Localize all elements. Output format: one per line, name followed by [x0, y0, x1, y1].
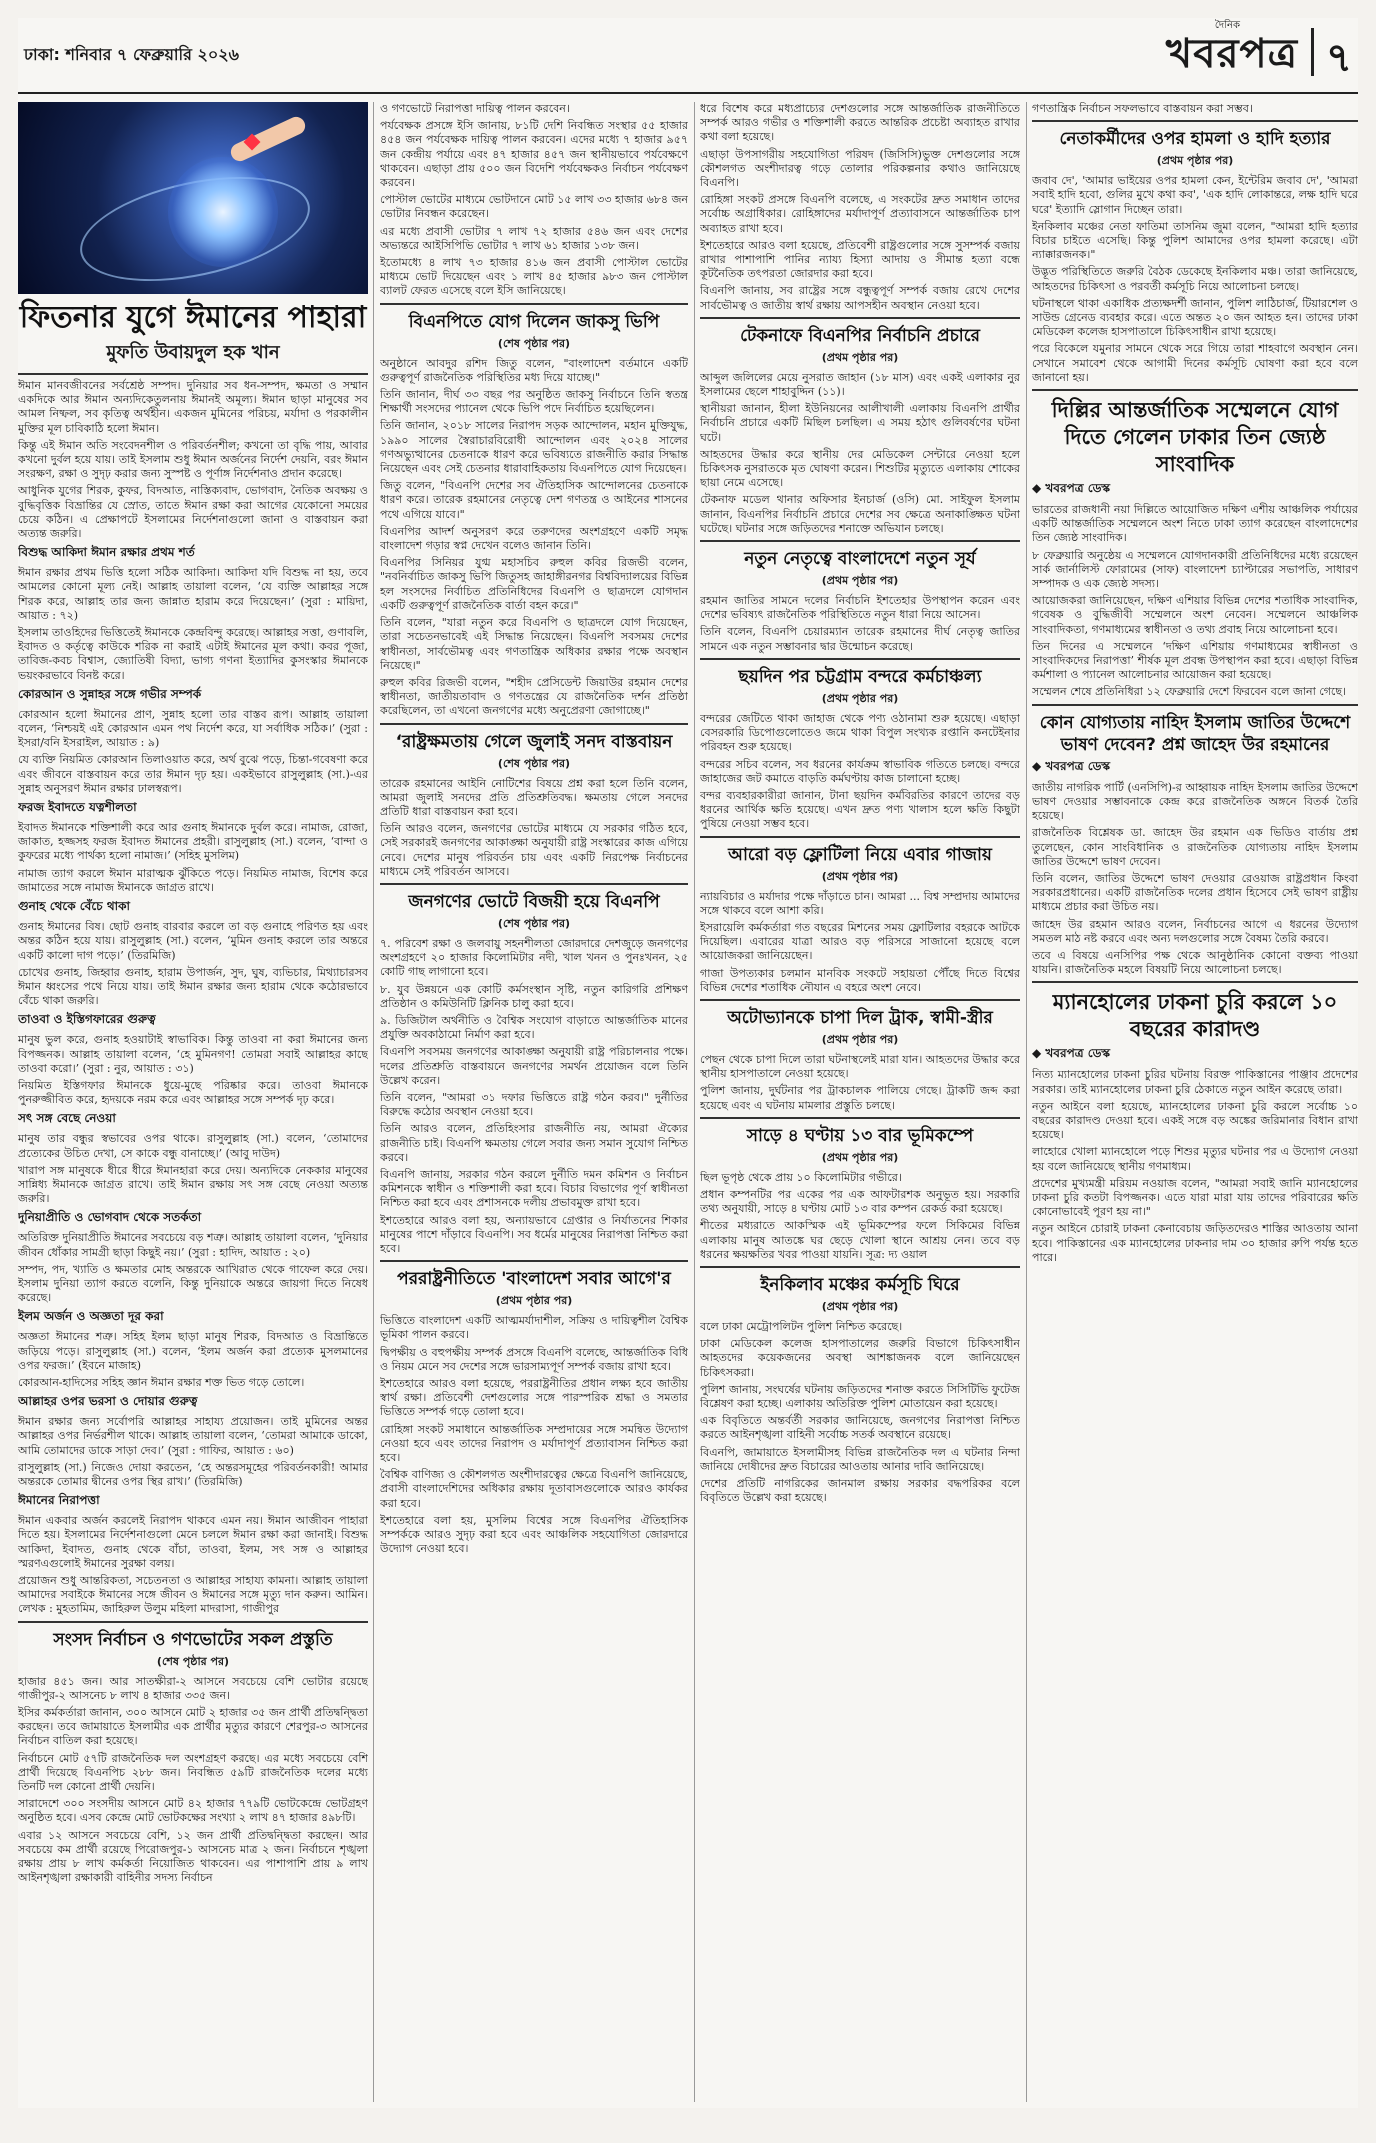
paragraph: ধরে বিশেষ করে মধ্যপ্রাচ্যের দেশগুলোর সঙ্গে আন্তর্জাতিক রাজনীতিতে সম্পর্ক আরও গভীর ও শক্তিশালী করতে আন্তরিক প্রচেষ্টা অব্যাহত রাখার কথা বলা হয়েছে।	[700, 102, 1020, 144]
logo-tagline: দৈনিক	[1214, 20, 1240, 31]
byline-desk: ◆ খবরপত্র ডেস্ক	[1032, 1046, 1111, 1061]
paragraph: গণতান্ত্রিক নির্বাচন সফলভাবে বাস্তবায়ন করা সম্ভব।	[1032, 102, 1253, 115]
paragraph: পুলিশ জানায়, দুর্ঘটনার পর ট্রাকচালক পালিয়ে গেছে। ট্রাকটি জব্দ করা হয়েছে এবং এ ঘটনায় মামলার প্রস্তুতি চলছে।	[700, 1084, 1020, 1112]
paragraph: ভারতের রাজধানী নয়া দিল্লিতে আয়োজিত দক্ষিণ এশীয় আঞ্চলিক পর্যায়ের একটি আন্তর্জাতিক সম্মেলনে অংশ নিতে ঢাকা ত্যাগ করেছেন বাংলাদেশের তিন জ্যেষ্ঠ সাংবাদিক।	[1032, 503, 1358, 545]
paragraph: ইবাদত ঈমানকে শক্তিশালী করে আর গুনাহ ঈমানকে দুর্বল করে। নামাজ, রোজা, জাকাত, হজ্জসহ ফরজ ইবাদত ঈমানের প্রহরী। রাসুলুল্লাহ (সা.) বলেন, ‘বান্দা ও কুফরের মধ্যে পার্থক্য হলো নামাজ।’ (সহিহ মুসলিম)	[18, 821, 368, 863]
paragraph: পোস্টাল ভোটের মাধ্যমে ভোটদানে মোট ১৫ লাখ ৩৩ হাজার ৬৮৪ জন ভোটার নিবন্ধন করেছেন।	[380, 193, 688, 221]
paragraph: বলে ঢাকা মেট্রোপলিটন পুলিশ নিশ্চিত করেছে।	[700, 1319, 903, 1333]
paragraph: পেছন থেকে চাপা দিলে তারা ঘটনাস্থলেই মারা যান। আহতদের উদ্ধার করে স্থানীয় হাসপাতালে নেওয়া হয়েছে।	[700, 1052, 1020, 1081]
paragraph: তিন দিনের এ সম্মেলনে ‘দক্ষিণ এশিয়ায় গণমাধ্যমের স্বাধীনতা ও সাংবাদিকদের নিরাপত্তা’ শীর্ষক মূল প্রবন্ধ উপস্থাপন করা হবে। এছাড়া বিভিন্ন কর্মশালা ও প্যানেল আলোচনার আয়োজন করা হয়েছে।	[1032, 639, 1358, 682]
jump-line: (শেষ পৃষ্ঠার পর)	[497, 756, 571, 770]
column-rule	[373, 102, 374, 2102]
headline-july-charter: ‘রাষ্ট্রক্ষমতায় গেলে জুলাই সনদ বাস্তবায়ন	[395, 731, 673, 752]
paragraph: পুলিশ জানায়, সংঘর্ষের ঘটনায় জড়িতদের শনাক্ত করতে সিসিটিভি ফুটেজ বিশ্লেষণ করা হচ্ছে। এলাকায় অতিরিক্ত পুলিশ মোতায়েন করা হয়েছে।	[700, 1382, 1020, 1410]
paragraph: ঈমান মানবজীবনের সর্বশ্রেষ্ঠ সম্পদ। দুনিয়ার সব ধন-সম্পদ, ক্ষমতা ও সম্মান একদিকে আর ঈমান অন্যদিকেতুলনায় ঈমানই অমূল্য। ঈমান ছাড়া মানুষের সব আমল নিষ্ফল, সব কৃতিত্ব অর্থহীন। একজন মুমিনের পরিচয়, মর্যাদা ও পরকালীন মুক্তির মূল চাবিকাঠি হলো ঈমান।	[18, 379, 368, 435]
section-title: গুনাহ থেকে বেঁচে থাকা	[18, 899, 130, 914]
paragraph: কোরআন হলো ঈমানের প্রাণ, সুন্নাহ হলো তার বাস্তব রূপ। আল্লাহ তায়ালা বলেন, ‘নিশ্চয়ই এই কোরআন এমন পথ নির্দেশ করে, যা সর্বাধিক সঠিক।’ (সুরা : ইসরা/বনি ইসরাইল, আয়াত : ৯)	[18, 707, 368, 750]
divider	[700, 1266, 1020, 1268]
paragraph: উদ্ভূত পরিস্থিতিতে জরুরি বৈঠক ডেকেছে ইনকিলাব মঞ্চ। তারা জানিয়েছে, আহতদের চিকিৎসা ও পরবর্তী কর্মসূচি নিয়ে আলোচনা চলছে।	[1032, 265, 1358, 293]
paragraph: নামাজ ত্যাগ করলে ঈমান মারাত্মক ঝুঁকিতে পড়ে। নিয়মিত নামাজ, বিশেষ করে জামাতের সঙ্গে নামাজ ঈমানকে জাগ্রত রাখে।	[18, 866, 368, 894]
headline-jaksu-vp: বিএনপিতে যোগ দিলেন জাকসু ভিপি	[408, 311, 660, 332]
divider	[700, 658, 1020, 660]
paragraph: বন্দরের জেটিতে থাকা জাহাজ থেকে পণ্য ওঠানামা শুরু হয়েছে। এছাড়া বেসরকারি ডিপোগুলোতেও জমে থাকা বিপুল সংখ্যক রপ্তানি কনটেইনার পরিবহন শুরু হয়েছে।	[700, 711, 1020, 754]
headline-teknaf: টেকনাফে বিএনপির নির্বাচনি প্রচারে	[740, 325, 980, 346]
paragraph: ইসলাম তাওহিদের ভিত্তিতেই ঈমানকে কেন্দ্রবিন্দু করেছে। আল্লাহর সত্তা, গুণাবলি, ইবাদত ও কর্তৃত্বে কাউকে শরিক না করাই এটাই ঈমানের মূল কথা। কবর পূজা, তাবিজ-কবচ বিশ্বাস, জ্যোতিষী বিদ্যা, ভাগ্য গণনা ইত্যাদির কুসংস্কার ঈমানকে ভয়ংকরভাবে বিনষ্ট করে।	[18, 626, 368, 682]
column-4	[1032, 102, 1358, 2102]
headline-ctg-port: ছয়দিন পর চট্টগ্রাম বন্দরে কর্মচাঞ্চল্য	[738, 666, 982, 687]
divider	[18, 373, 368, 375]
divider	[380, 883, 688, 885]
divider	[380, 303, 688, 305]
section-title: বিশুদ্ধ আকিদা ঈমান রক্ষার প্রথম শর্ত	[18, 545, 195, 560]
column-rule	[1026, 102, 1027, 2102]
paragraph: তিনি জানান, দীর্ঘ ৩৩ বছর পর অনুষ্ঠিত জাকসু নির্বাচনে তিনি স্বতন্ত্র শিক্ষার্থী সংসদের প্যানেল থেকে ভিপি পদে নির্বাচিত হয়েছিলেন।	[380, 388, 688, 416]
paragraph: নির্বাচনে মোট ৫৭টি রাজনৈতিক দল অংশগ্রহণ করছে। এর মধ্যে সবচেয়ে বেশি প্রার্থী দিয়েছে বিএনপিচ ২৮৮ জন। নিবন্ধিত ৫৯টি রাজনৈতিক দলের মধ্যে তিনটি দল কোনো প্রার্থী দেয়নি।	[18, 1751, 368, 1794]
paragraph: রহমান জাতির সামনে দলের নির্বাচনি ইশতেহার উপস্থাপন করেন এবং দেশের ভবিষ্যৎ রাজনৈতিক পরিস্থিতিতে নতুন ধারা নিয়ে আসেন।	[700, 594, 1020, 622]
section-title: আল্লাহর ওপর ভরসা ও দোয়ার গুরুত্ব	[18, 1394, 198, 1409]
headline-earthquake: সাড়ে ৪ ঘণ্টায় ১৩ বার ভূমিকম্পে	[746, 1125, 974, 1146]
paragraph: এর মধ্যে প্রবাসী ভোটার ৭ লাখ ৭২ হাজার ৫৪৬ জন এবং দেশের অভ্যন্তরে আইসিপিভি ভোটার ৭ লাখ ৬১ হাজার ১৩৮ জন।	[380, 224, 688, 252]
divider	[1032, 120, 1358, 122]
paragraph: ইতোমধ্যে ৪ লাখ ৭৩ হাজার ৪১৬ জন প্রবাসী পোস্টাল ভোটের মাধ্যমে ভোট দিয়েছেন এবং ১ লাখ ৪৫ হাজার ৯৮৩ জন পোস্টাল ব্যালট ফেরত এসেছে বলে ইসি জানিয়েছে।	[380, 256, 688, 298]
paragraph: তবে এ বিষয়ে এনসিপির পক্ষ থেকে আনুষ্ঠানিক কোনো বক্তব্য পাওয়া যায়নি। রাজনৈতিক মহলে বিষয়টি নিয়ে আলোচনা চলছে।	[1032, 948, 1358, 977]
paragraph: জাতীয় নাগরিক পার্টি (এনসিপি)-র আহ্বায়ক নাহিদ ইসলাম জাতির উদ্দেশে ভাষণ দেওয়ার সম্ভাবনাকে কেন্দ্র করে রাজনৈতিক অঙ্গনে বিতর্ক তৈরি হয়েছে।	[1032, 780, 1358, 823]
paragraph: ইশতেহারে আরও বলা হয়, অন্যায়ভাবে গ্রেপ্তার ও নির্যাতনের শিকার মানুষের পাশে দাঁড়াবে বিএনপি। সব ধর্মের মানুষের নিরাপত্তা নিশ্চিত করা হবে।	[380, 1213, 688, 1255]
headline-attack-hadi: নেতাকর্মীদের ওপর হামলা ও হাদি হত্যার	[1059, 129, 1331, 150]
column-rule	[694, 102, 695, 2102]
headline-bnp-victory: জনগণের ভোটে বিজয়ী হয়ে বিএনপি	[408, 891, 660, 912]
headline-nahid-speech: কোন যোগ্যতায় নাহিদ ইসলাম জাতির উদ্দেশে ভাষণ দেবেন? প্রশ্ন জাহেদ উর রহমানের	[1039, 712, 1351, 755]
divider	[1032, 981, 1358, 983]
paragraph: তিনি জানান, ২০১৮ সালের নিরাপদ সড়ক আন্দোলন, মহান মুক্তিযুদ্ধ, ১৯৯০ সালের স্বৈরাচারবিরোধী আন্দোলন এবং ২০২৪ সালের গণঅভ্যুত্থানের চেতনাকে ধারণ করে ভবিষ্যতে রাজনীতি করার সিদ্ধান্ত নিয়েছেন এবং সেই চেতনার ধারাবাহিকতায় বিএনপিতে যোগ দিয়েছেন।	[380, 419, 688, 476]
paragraph: অতিরিক্ত দুনিয়াপ্রীতি ঈমানের সবচেয়ে বড় শত্রু। আল্লাহ তায়ালা বলেন, ‘দুনিয়ার জীবন ধোঁকার সামগ্রী ছাড়া কিছুই নয়।’ (সুরা : হাদিদ, আয়াত : ২০)	[18, 1231, 368, 1259]
paragraph: প্রয়োজন শুধু আন্তরিকতা, সচেতনতা ও আল্লাহর সাহায্য কামনা। আল্লাহ তায়ালা আমাদের সবাইকে ঈমানের সঙ্গে জীবন ও ঈমানের সঙ্গে মৃত্যু দান করুন। আমিন। লেখক : মুহতামিম, জাহিরুল উলুম মহিলা মাদরাসা, গাজীপুর	[18, 1574, 368, 1616]
paragraph: ইশতেহারে বলা হয়, মুসলিম বিশ্বের সঙ্গে বিএনপির ঐতিহাসিক সম্পর্ককে আরও সুদৃঢ় করা হবে এবং আঞ্চলিক সহযোগিতা জোরদারে উদ্যোগ নেওয়া হবে।	[380, 1513, 688, 1556]
paragraph: গাজা উপত্যকার চলমান মানবিক সংকটে সহায়তা পৌঁছে দিতে বিশ্বের বিভিন্ন দেশের শতাধিক নৌযান এ বহরে অংশ নেবে।	[700, 966, 1020, 994]
paragraph: তারেক রহমানের আইনি নোটিশের বিষয়ে প্রশ্ন করা হলে তিনি বলেন, আমরা জুলাই সনদের প্রতি প্রতিশ্রুতিবদ্ধ। ক্ষমতায় গেলে সনদের প্রতিটি ধারা বাস্তবায়ন করা হবে।	[380, 776, 688, 818]
paragraph: দেশের প্রতিটি নাগরিকের জানমাল রক্ষায় সরকার বদ্ধপরিকর বলে বিবৃতিতে উল্লেখ করা হয়েছে।	[700, 1477, 1020, 1505]
jump-line: (প্রথম পৃষ্ঠার পর)	[495, 1294, 573, 1308]
section-title: ইলম অর্জন ও অজ্ঞতা দূর করা	[18, 1309, 164, 1324]
paragraph: ঘটনাস্থলে থাকা একাধিক প্রত্যক্ষদর্শী জানান, পুলিশ লাঠিচার্জ, টিয়ারশেল ও সাউন্ড গ্রেনেড ব্যবহার করে। এতে অন্তত ২০ জন আহত হন। তাদের ঢাকা মেডিকেল কলেজ হাসপাতালে চিকিৎসাধীন রাখা হয়েছে।	[1032, 296, 1358, 339]
paragraph: জাহেদ উর রহমান আরও বলেন, নির্বাচনের আগে এ ধরনের উদ্যোগ সমতল মাঠ নষ্ট করবে এবং অন্য দলগুলোর সঙ্গে বৈষম্য তৈরি করবে।	[1032, 917, 1358, 945]
paragraph: নিত্য ম্যানহোলের ঢাকনা চুরির ঘটনায় বিরক্ত পাকিস্তানের পাঞ্জাব প্রদেশের সরকার। তাই ম্যানহোলের ঢাকনা চুরি ঠেকাতে নতুন আইন করেছে তারা।	[1032, 1068, 1358, 1096]
paragraph: মানুষ তার বন্ধুর স্বভাবের ওপর থাকে। রাসুলুল্লাহ (সা.) বলেন, ‘তোমাদের প্রত্যেকের উচিত দেখা, সে কাকে বন্ধু বানাচ্ছে।’ (আবু দাউদ)	[18, 1132, 368, 1160]
divider	[380, 1260, 688, 1262]
divider	[700, 836, 1020, 838]
jump-line: (প্রথম পৃষ্ঠার পর)	[821, 869, 899, 883]
paragraph: তিনি বলেন, বিএনপি চেয়ারম্যান তারেক রহমানের দীর্ঘ নেতৃত্ব জাতির সামনে এক নতুন সম্ভাবনার দ্বার উন্মোচন করেছে।	[700, 625, 1020, 653]
paragraph: নতুন আইনে চোরাই ঢাকনা কেনাবেচায় জড়িতদেরও শাস্তির আওতায় আনা হবে। পাকিস্তানের এক ম্যানহোলের ঢাকনার দাম ৩০ হাজার রুপি পর্যন্ত হতে পারে।	[1032, 1222, 1358, 1264]
paragraph: এছাড়া উপসাগরীয় সহযোগিতা পরিষদ (জিসিসি)ভুক্ত দেশগুলোর সঙ্গে কৌশলগত অংশীদারত্ব গড়ে তোলার পরিকল্পনার কথাও জানিয়েছে বিএনপি।	[700, 147, 1020, 190]
section-title: ঈমানের নিরাপত্তা	[18, 1493, 100, 1508]
headline-foreign-policy: পররাষ্ট্রনীতিতে 'বাংলাদেশ সবার আগে'র	[397, 1269, 671, 1290]
paragraph: ছিল ভূপৃষ্ঠ থেকে প্রায় ১০ কিলোমিটার গভীরে।	[700, 1170, 902, 1184]
paragraph: ইসরায়েলি কর্মকর্তারা গত বছরের মিশনের সময় ফ্লোটিলার বহরকে আটকে দিয়েছিল। এবারের যাত্রা আরও বড় পরিসরে সাজানো হয়েছে বলে আয়োজকরা জানিয়েছেন।	[700, 920, 1020, 963]
paragraph: নতুন আইনে বলা হয়েছে, ম্যানহোলের ঢাকনা চুরি করলে সর্বোচ্চ ১০ বছরের কারাদণ্ড দেওয়া হবে। একই সঙ্গে বড় অঙ্কের জরিমানার বিধান রাখা হয়েছে।	[1032, 1099, 1358, 1142]
paragraph: ৮. যুব উন্নয়নে এক কোটি কর্মসংস্থান সৃষ্টি, নতুন কারিগরি প্রশিক্ষণ প্রতিষ্ঠান ও কমিউনিটি ক্লিনিক চালু করা হবে।	[380, 982, 688, 1010]
paragraph: ন্যায়বিচার ও মর্যাদার পক্ষে দাঁড়াতে চান। আমরা ... বিশ্ব সম্প্রদায় আমাদের সঙ্গে থাকবে বলে আশা করি।	[700, 889, 1020, 917]
paragraph: ৮ ফেব্রুয়ারি অনুষ্ঠেয় এ সম্মেলনে যোগদানকারী প্রতিনিধিদের মধ্যে রয়েছেন সার্ক জার্নালিস্ট ফোরামের (সাফ) বাংলাদেশ চ্যাপ্টারের সভাপতি, সাধারণ সম্পাদক ও এক জ্যেষ্ঠ সদস্য।	[1032, 548, 1358, 591]
paragraph: ৭. পরিবেশ রক্ষা ও জলবায়ু সহনশীলতা জোরদারে দেশজুড়ে জনগণের অংশগ্রহণে ২০ হাজার কিলোমিটার নদী, খাল খনন ও পুনঃখনন, ২৫ কোটি গাছ লাগানো হবে।	[380, 936, 688, 979]
paragraph: চোখের গুনাহ, জিহ্বার গুনাহ, হারাম উপার্জন, সুদ, ঘুষ, ব্যভিচার, মিথ্যাচারসব ঈমান ধ্বংসের পথে নিয়ে যায়। তাই ঈমান রক্ষার জন্য হারাম থেকে কঠোরভাবে বেঁচে থাকা জরুরি।	[18, 965, 368, 1008]
paragraph: ৯. ডিজিটাল অর্থনীতি ও বৈশ্বিক সংযোগ বাড়াতে আন্তর্জাতিক মানের প্রযুক্তি অবকাঠামো নির্মাণ করা হবে।	[380, 1013, 688, 1042]
newspaper-logo: খবরপত্র	[1165, 31, 1298, 77]
paragraph: বন্দরের সচিব বলেন, সব ধরনের কার্যক্রম স্বাভাবিক গতিতে চলছে। বন্দরে জাহাজের জট কমাতে বাড়তি কর্মঘণ্টায় কাজ চালানো হচ্ছে।	[700, 757, 1020, 785]
section-title: কোরআন ও সুন্নাহর সঙ্গে গভীর সম্পর্ক	[18, 686, 202, 701]
headline-new-sun: নতুন নেতৃত্বে বাংলাদেশে নতুন সূর্য	[744, 549, 976, 570]
divider	[700, 540, 1020, 542]
edition-date: ঢাকা: শনিবার ৭ ফেব্রুয়ারি ২০২৬	[24, 45, 240, 64]
paragraph: আব্দুল জলিলের মেয়ে নুসরাত জাহান (১৮ মাস) এবং একই এলাকার নুর ইসলামের ছেলে শাহাবুদ্দিন (১১)।	[700, 370, 1020, 399]
paragraph: দ্বিপক্ষীয় ও বহুপক্ষীয় সম্পর্ক প্রসঙ্গে বিএনপি বলেছে, আন্তর্জাতিক বিধি ও নিয়ম মেনে সব দেশের সঙ্গে ভারসাম্যপূর্ণ সম্পর্ক বজায় রাখা হবে।	[380, 1345, 688, 1373]
paragraph: অনুষ্ঠানে আবদুর রশিদ জিতু বলেন, "বাংলাদেশ বর্তমানে একটি গুরুত্বপূর্ণ রাজনৈতিক পরিস্থিতির মধ্য দিয়ে যাচ্ছে।"	[380, 356, 688, 384]
headline-flotilla: আরো বড় ফ্লোটিলা নিয়ে এবার গাজায়	[728, 844, 992, 865]
paragraph: টেকনাফ মডেল থানার অফিসার ইনচার্জ (ওসি) মো. সাইফুল ইসলাম জানান, বিএনপির নির্বাচনি প্রচারে দেশের সব ক্ষেত্রে অনাকাঙ্ক্ষিত ঘটনা ঘটেছে। ঘটনার সঙ্গে জড়িতদের শনাক্তে অভিযান চলছে।	[700, 493, 1020, 535]
column-1	[18, 102, 368, 2102]
paragraph: এক বিবৃতিতে অন্তর্বর্তী সরকার জানিয়েছে, জনগণের নিরাপত্তা নিশ্চিত করতে আইনশৃঙ্খলা বাহিনী সর্বোচ্চ সতর্ক অবস্থানে রয়েছে।	[700, 1414, 1020, 1442]
paragraph: নিয়মিত ইস্তিগফার ঈমানকে ধুয়ে-মুছে পরিষ্কার করে। তাওবা ঈমানকে পুনরুজ্জীবিত করে, হৃদয়কে নরম করে এবং আল্লাহর সঙ্গে সম্পর্ক দৃঢ় করে।	[18, 1078, 368, 1107]
paragraph: বিএনপি, জামায়াতে ইসলামীসহ বিভিন্ন রাজনৈতিক দল এ ঘটনার নিন্দা জানিয়ে দোষীদের দ্রুত বিচারের আওতায় আনার দাবি জানিয়েছে।	[700, 1445, 1020, 1473]
jump-line: (প্রথম পৃষ্ঠার পর)	[821, 1299, 899, 1313]
section-title: ফরজ ইবাদতে যত্নশীলতা	[18, 800, 137, 815]
paragraph: তিনি আরও বলেন, জনগণের ভোটের মাধ্যমে যে সরকার গঠিত হবে, সেই সরকারই জনগণের আকাঙ্ক্ষা অনুযায়ী রাষ্ট্র সংস্কারের কাজ এগিয়ে নেবে। দেশের মানুষ পরিবর্তন চায় এবং একটি নিরপেক্ষ নির্বাচনের মাধ্যমে সেই পরিবর্তন আসবে।	[380, 822, 688, 878]
paragraph: আধুনিক যুগের শিরক, কুফর, বিদআত, নাস্তিক্যবাদ, ভোগবাদ, নৈতিক অবক্ষয় ও বুদ্ধিবৃত্তিক বিভ্রান্তির যে স্রোত, তাতে ঈমান রক্ষা করা আগের যেকোনো সময়ের চেয়ে কঠিন। এ প্রেক্ষাপটে ইসলামের নির্দেশনাগুলো জানা ও বাস্তবায়ন করা অত্যন্ত জরুরি।	[18, 484, 368, 541]
divider	[1032, 389, 1358, 391]
jump-line: (শেষ পৃষ্ঠার পর)	[156, 1654, 230, 1668]
paragraph: বিএনপির আদর্শ অনুসরণ করে তরুণদের অংশগ্রহণে একটি সমৃদ্ধ বাংলাদেশ গড়ার স্বপ্ন দেখেন বলেও জানান তিনি।	[380, 524, 688, 553]
divider	[700, 999, 1020, 1001]
paragraph: বিএনপি জানায়, সরকার গঠন করলে দুর্নীতি দমন কমিশন ও নির্বাচন কমিশনকে স্বাধীন ও শক্তিশালী করা হবে। বিচার বিভাগের পূর্ণ স্বাধীনতা নিশ্চিত করা হবে এবং প্রশাসনকে দলীয় প্রভাবমুক্ত রাখা হবে।	[380, 1167, 688, 1210]
column-3	[700, 102, 1020, 2102]
paragraph: রুহুল কবির রিজভী বলেন, "শহীদ প্রেসিডেন্ট জিয়াউর রহমান দেশের স্বাধীনতা, জাতীয়তাবাদ ও গণতন্ত্রের যে রাজনৈতিক দর্শন প্রতিষ্ঠা করেছিলেন, তা এখনো জনগণের মধ্যে অনুপ্রেরণা জোগাচ্ছে।"	[380, 675, 688, 718]
paragraph: তিনি বলেন, "আমরা ৩১ দফার ভিত্তিতে রাষ্ট্র গঠন করব।" দুর্নীতির বিরুদ্ধে কঠোর অবস্থান নেওয়া হবে।	[380, 1090, 688, 1119]
headline-truck-accident: অটোভ্যানকে চাপা দিল ট্রাক, স্বামী-স্ত্রীর	[727, 1007, 993, 1028]
paragraph: রোহিঙ্গা সংকট সমাধানে আন্তর্জাতিক সম্প্রদায়ের সঙ্গে সমন্বিত উদ্যোগ নেওয়া হবে এবং তাদের নিরাপদ ও মর্যাদাপূর্ণ প্রত্যাবাসন নিশ্চিত করা হবে।	[380, 1422, 688, 1465]
paragraph: আয়োজকরা জানিয়েছেন, দক্ষিণ এশিয়ার বিভিন্ন দেশের শতাধিক সাংবাদিক, গবেষক ও বুদ্ধিজীবী সম্মেলনে অংশ নেবেন। সম্মেলনে আঞ্চলিক সাংবাদিকতা, গণমাধ্যমের স্বাধীনতা ও তথ্য প্রবাহ নিয়ে আলোচনা হবে।	[1032, 594, 1358, 636]
paragraph: এবার ১২ আসনে সবচেয়ে বেশি, ১২ জন প্রার্থী প্রতিদ্বন্দ্বিতা করছেন। আর সবচেয়ে কম প্রার্থী রয়েছে পিরোজপুর-১ আসনেচ মাত্র ২ জন। নির্বাচনে শৃঙ্খলা রক্ষায় প্রায় ৮ লাখ কর্মকর্তা নিয়োজিত থাকবেন। এর পাশাপাশি প্রায় ৯ লাখ আইনশৃঙ্খলা রক্ষাকারী বাহিনীর সদস্য নির্বাচন	[18, 1828, 368, 1885]
headline-inqilab-mancha: ইনকিলাব মঞ্চের কর্মসূচি ঘিরে	[760, 1274, 960, 1295]
masthead-divider	[1311, 28, 1314, 76]
paragraph: প্রধান কম্পনটির পর একের পর এক আফটারশক অনুভূত হয়। সরকারি তথ্য অনুযায়ী, সাড়ে ৪ ঘণ্টায় মোট ১৩ বার কম্পন রেকর্ড করা হয়েছে।	[700, 1187, 1020, 1216]
paragraph: শীতের মধ্যরাতে আকস্মিক এই ভূমিকম্পের ফলে সিকিমের বিভিন্ন এলাকায় মানুষ আতঙ্কে ঘর ছেড়ে খোলা স্থানে আশ্রয় নেন। তবে বড় ধরনের ক্ষয়ক্ষতির খবর পাওয়া যায়নি। সূত্র: দ্য ওয়াল	[700, 1219, 1020, 1261]
paragraph: বিএনপি সবসময় জনগণের আকাঙ্ক্ষা অনুযায়ী রাষ্ট্র পরিচালনার পক্ষে। দলের প্রতিশ্রুতি বাস্তবায়নে জনগণের সমর্থন প্রয়োজন বলে তিনি উল্লেখ করেন।	[380, 1045, 688, 1087]
paragraph: সম্মেলন শেষে প্রতিনিধিরা ১২ ফেব্রুয়ারি দেশে ফিরবেন বলে জানা গেছে।	[1032, 685, 1346, 699]
headline-delhi-conference: দিল্লির আন্তর্জাতিক সম্মেলনে যোগ দিতে গেলেন ঢাকার তিন জ্যেষ্ঠ সাংবাদিক	[1051, 398, 1339, 477]
headline-fitna: ফিতনার যুগে ঈমানের পাহারা	[19, 300, 367, 335]
paragraph: রাসুলুল্লাহ (সা.) নিজেও দোয়া করতেন, ‘হে অন্তরসমূহের পরিবর্তনকারী! আমার অন্তরকে তোমার দ্বীনের ওপর স্থির রাখ।’ (তিরমিজি)	[18, 1460, 368, 1488]
jump-line: (শেষ পৃষ্ঠার পর)	[497, 916, 571, 930]
divider	[1032, 704, 1358, 706]
paragraph: জিতু বলেন, "বিএনপি দেশের সব ঐতিহাসিক আন্দোলনের চেতনাকে ধারণ করে। তারেক রহমানের নেতৃত্বে দেশ গণতন্ত্র ও আইনের শাসনের পথে এগিয়ে যাবে।"	[380, 479, 688, 521]
paragraph: সম্পদ, পদ, খ্যাতি ও ক্ষমতার মোহ অন্তরকে আখিরাত থেকে গাফেল করে দেয়। ইসলাম দুনিয়া ত্যাগ করতে বলেনি, কিন্তু দুনিয়াকে অন্তরে জায়গা দিতে নিষেধ করেছে।	[18, 1262, 368, 1305]
divider	[700, 1117, 1020, 1119]
byline-author: মুফতি উবায়দুল হক খান	[106, 342, 280, 363]
paragraph: জবাব দে', 'আমার ভাইয়ের ওপর হামলা কেন, ইন্টেরিম জবাব দে', 'আমরা সবাই হাদি হবো, গুলির মুখে কথা কব', 'এক হাদি লোকান্তরে, লক্ষ হাদি ঘরে ঘরে' ইত্যাদি স্লোগান দিচ্ছেন তারা।	[1032, 174, 1358, 216]
masthead	[18, 18, 1358, 94]
paragraph: ভিত্তিতে বাংলাদেশ একটি আত্মমর্যাদাশীল, সক্রিয় ও দায়িত্বশীল বৈশ্বিক ভূমিকা পালন করবে।	[380, 1314, 688, 1342]
article-illustration	[18, 102, 368, 294]
byline-desk: ◆ খবরপত্র ডেস্ক	[1032, 481, 1111, 496]
glow-graphic	[168, 157, 278, 267]
paragraph: রাজনৈতিক বিশ্লেষক ডা. জাহেদ উর রহমান এক ভিডিও বার্তায় প্রশ্ন তুলেছেন, কোন সাংবিধানিক ও রাজনৈতিক যোগ্যতায় নাহিদ ইসলাম জাতির উদ্দেশে ভাষণ দেবেন।	[1032, 826, 1358, 868]
paragraph: ও গণভোটে নিরাপত্তা দায়িত্ব পালন করবেন।	[380, 102, 570, 115]
section-title: দুনিয়াপ্রীতি ও ভোগবাদ থেকে সতর্কতা	[18, 1210, 202, 1225]
paragraph: রোহিঙ্গা সংকট প্রসঙ্গে বিএনপি বলেছে, এ সংকটের দ্রুত সমাধান তাদের সর্বোচ্চ অগ্রাধিকার। রোহিঙ্গাদের মর্যাদাপূর্ণ প্রত্যাবাসনে আন্তর্জাতিক চাপ অব্যাহত রাখা হবে।	[700, 193, 1020, 235]
column-2	[380, 102, 688, 2102]
hand-graphic	[228, 114, 308, 164]
paragraph: গুনাহ ঈমানের বিষ। ছোট গুনাহ বারবার করলে তা বড় গুনাহে পরিণত হয় এবং অন্তর কঠিন হয়ে যায়। রাসুলুল্লাহ (সা.) বলেন, ‘মুমিন গুনাহ করলে তার অন্তরে একটি কালো দাগ পড়ে।’ (তিরমিজি)	[18, 920, 368, 962]
jump-line: (প্রথম পৃষ্ঠার পর)	[1156, 154, 1234, 168]
paragraph: বন্দর ব্যবহারকারীরা জানান, টানা ছয়দিন কর্মবিরতির কারণে তাদের বড় ধরনের আর্থিক ক্ষতি হয়েছে। এখন দ্রুত পণ্য খালাস হলে ক্ষতি কিছুটা পুষিয়ে নেওয়া সম্ভব হবে।	[700, 788, 1020, 831]
paragraph: যে ব্যক্তি নিয়মিত কোরআন তিলাওয়াত করে, অর্থ বুঝে পড়ে, চিন্তা-গবেষণা করে এবং জীবনে বাস্তবায়ন করে তার ঈমান দৃঢ় হয়। একইভাবে রাসুলুল্লাহ (সা.)-এর সুন্নাহ অনুসরণ ঈমান রক্ষার ঢালস্বরূপ।	[18, 753, 368, 795]
paragraph: কিন্তু এই ঈমান অতি সংবেদনশীল ও পরিবর্তনশীল; কখনো তা বৃদ্ধি পায়, আবার কখনো দুর্বল হয়ে যায়। তাই ইসলাম শুধু ঈমান অর্জনের নির্দেশ দেয়নি, বরং ঈমান সংরক্ষণ, রক্ষা ও সুদৃঢ় করার জন্য সুস্পষ্ট ও পূর্ণাঙ্গ নির্দেশনাও প্রদান করেছে।	[18, 438, 368, 481]
paragraph: ঈমান একবার অর্জন করলেই নিরাপদ থাকবে এমন নয়। ঈমান আজীবন পাহারা দিতে হয়। ইসলামের নির্দেশনাগুলো মেনে চললে ঈমান রক্ষা করা জানাই। বিশুদ্ধ আকিদা, ইবাদত, গুনাহ থেকে বাঁচা, তাওবা, ইলম, সৎ সঙ্গ ও আল্লাহর স্মরণএগুলোই ঈমানের সুরক্ষা বলয়।	[18, 1514, 368, 1570]
paragraph: ঢাকা মেডিকেল কলেজ হাসপাতালের জরুরি বিভাগে চিকিৎসাধীন আহতদের কয়েকজনের অবস্থা আশঙ্কাজনক বলে জানিয়েছেন চিকিৎসকরা।	[700, 1337, 1020, 1379]
paragraph: ইশতেহারে আরও বলা হয়েছে, পররাষ্ট্রনীতির প্রধান লক্ষ্য হবে জাতীয় স্বার্থ রক্ষা। প্রতিবেশী দেশগুলোর সঙ্গে পারস্পরিক শ্রদ্ধা ও সমতার ভিত্তিতে সম্পর্ক গড়ে তোলা হবে।	[380, 1377, 688, 1419]
paragraph: ইশতেহারে আরও বলা হয়েছে, প্রতিবেশী রাষ্ট্রগুলোর সঙ্গে সুসম্পর্ক বজায় রাখার পাশাপাশি পানির ন্যায্য হিস্যা আদায় ও সীমান্ত হত্যা বন্ধে কূটনৈতিক তৎপরতা জোরদার করা হবে।	[700, 238, 1020, 281]
paragraph: তিনি বলেন, জাতির উদ্দেশে ভাষণ দেওয়ার রেওয়াজ রাষ্ট্রপ্রধান কিংবা সরকারপ্রধানের। একটি রাজনৈতিক দলের প্রধান হিসেবে সেই ভাষণ রাষ্ট্রীয় মাধ্যমে প্রচার করা উচিত নয়।	[1032, 871, 1358, 914]
paragraph: মানুষ ভুল করে, গুনাহ হওয়াটাই স্বাভাবিক। কিন্তু তাওবা না করা ঈমানের জন্য বিপজ্জনক। আল্লাহ তায়ালা বলেন, ‘হে মুমিনগণ! তোমরা সবাই আল্লাহর কাছে তাওবা করো।’ (সুরা : নুর, আয়াত : ৩১)	[18, 1033, 368, 1075]
paragraph: হাজার ৪৫১ জন। আর সাতক্ষীরা-২ আসনে সবচেয়ে বেশি ভোটার রয়েছে গাজীপুর-২ আসনেচ ৮ লাখ ৪ হাজার ৩৩৫ জন।	[18, 1674, 368, 1702]
paragraph: বিএনপির সিনিয়র যুগ্ম মহাসচিব রুহুল কবির রিজভী বলেন, "নবনির্বাচিত জাকসু ভিপি জিতুসহ জাহাঙ্গীরনগর বিশ্ববিদ্যালয়ের বিভিন্ন হল সংসদের নির্বাচিত প্রতিনিধিদের বিএনপি ও ছাত্রদলে যোগদান একটি গুরুত্বপূর্ণ রাজনৈতিক বার্তা বহন করে।"	[380, 556, 688, 612]
divider	[700, 317, 1020, 319]
paragraph: পর্যবেক্ষক প্রসঙ্গে ইসি জানায়, ৮১টি দেশি নিবন্ধিত সংস্থার ৫৫ হাজার ৪৫৪ জন পর্যবেক্ষক দায়িত্ব পালন করবেন। এদের মধ্যে ৭ হাজার ৯৫৭ জন কেন্দ্রীয় পর্যায়ে এবং ৪৭ হাজার ৪৫৭ জন স্থানীয়ভাবে পর্যবেক্ষণে থাকবেন। এছাড়া প্রায় ৫০০ জন বিদেশি পর্যবেক্ষকও নির্বাচন পর্যবেক্ষণ করবেন।	[380, 119, 688, 190]
paragraph: ইসির কর্মকর্তারা জানান, ৩০০ আসনে মোট ২ হাজার ৩৫ জন প্রার্থী প্রতিদ্বন্দ্বিতা করছেন। তবে জামায়াতে ইসলামীর এক প্রার্থীর মৃত্যুর কারণে শেরপুর-৩ আসনের নির্বাচন বাতিল করা হয়েছে।	[18, 1706, 368, 1748]
paragraph: সারাদেশে ৩০০ সংসদীয় আসনে মোট ৪২ হাজার ৭৭৯টি ভোটকেন্দ্রে ভোটগ্রহণ অনুষ্ঠিত হবে। এসব কেন্দ্রে মোট ভোটকক্ষের সংখ্যা ২ লাখ ৪৭ হাজার ৪৯৮টি।	[18, 1797, 368, 1825]
paragraph: আহতদের উদ্ধার করে স্থানীয় দের মেডিকেল সেন্টারে নেওয়া হলে চিকিৎসক নুসরাতকে মৃত ঘোষণা করেন। শিশুটির মৃত্যুতে এলাকায় শোকের ছায়া নেমে এসেছে।	[700, 447, 1020, 490]
jump-line: (প্রথম পৃষ্ঠার পর)	[821, 350, 899, 364]
paragraph: প্রদেশের মুখ্যমন্ত্রী মরিয়ম নওয়াজ বলেন, "আমরা সবাই জানি ম্যানহোলের ঢাকনা চুরি কতটা বিপজ্জনক। এতে যারা মারা যায় তাদের পরিবারের ক্ষতি কোনোভাবেই পূরণ হয় না।"	[1032, 1176, 1358, 1219]
divider	[18, 1621, 368, 1623]
headline-election-prep: সংসদ নির্বাচন ও গণভোটের সকল প্রস্তুতি	[53, 1629, 333, 1650]
paragraph: তিনি আরও বলেন, প্রতিহিংসার রাজনীতি নয়, আমরা ঐক্যের রাজনীতি চাই। বিএনপি ক্ষমতায় গেলে সবার জন্য সমান সুযোগ নিশ্চিত করবে।	[380, 1122, 688, 1164]
paragraph: ঈমান রক্ষার প্রথম ভিত্তি হলো সঠিক আকিদা। আকিদা যদি বিশুদ্ধ না হয়, তবে আমলের কোনো মূল্য নেই। আল্লাহ তায়ালা বলেন, ‘যে ব্যক্তি আল্লাহর সঙ্গে শিরক করে, আল্লাহ তার জন্য জান্নাত হারাম করে দিয়েছেন।’ (সুরা : মায়িদা, আয়াত : ৭২)	[18, 566, 368, 622]
byline-desk: ◆ খবরপত্র ডেস্ক	[1032, 758, 1111, 773]
paragraph: অজ্ঞতা ঈমানের শত্রু। সহিহ ইলম ছাড়া মানুষ শিরক, বিদআত ও বিভ্রান্তিতে জড়িয়ে পড়ে। রাসুলুল্লাহ (সা.) বলেন, ‘ইলম অর্জন করা প্রত্যেক মুসলমানের ওপর ফরজ।’ (ইবনে মাজাহ)	[18, 1330, 368, 1372]
jump-line: (প্রথম পৃষ্ঠার পর)	[821, 691, 899, 705]
paragraph: বিএনপি জানায়, সব রাষ্ট্রের সঙ্গে বন্ধুত্বপূর্ণ সম্পর্ক বজায় রেখে দেশের সার্বভৌমত্ব ও জাতীয় স্বার্থ রক্ষায় আপসহীন অবস্থান নেওয়া হবে।	[700, 284, 1020, 312]
jump-line: (প্রথম পৃষ্ঠার পর)	[821, 1032, 899, 1046]
paragraph: তিনি বলেন, "যারা নতুন করে বিএনপি ও ছাত্রদলে যোগ দিয়েছেন, তারা সচেতনভাবেই এই সিদ্ধান্ত নিয়েছেন। বিএনপি সবসময় দেশের স্বাধীনতা, সার্বভৌমত্ব এবং গণতান্ত্রিক অধিকার রক্ষার পক্ষে অবস্থান নিয়েছে।"	[380, 616, 688, 672]
paragraph: স্থানীয়রা জানান, হীলা ইউনিয়নের আলীখালী এলাকায় বিএনপি প্রার্থীর নির্বাচনি প্রচারে একটি মিছিল চলছিল। এ সময় হঠাৎ গুলিবর্ষণের ঘটনা ঘটে।	[700, 402, 1020, 444]
page-number: ৭	[1325, 35, 1352, 81]
section-title: তাওবা ও ইস্তিগফারের গুরুত্ব	[18, 1012, 156, 1027]
paragraph: ঈমান রক্ষার জন্য সর্বোপরি আল্লাহর সাহায্য প্রয়োজন। তাই মুমিনের অন্তর আল্লাহর ওপর নির্ভরশীল থাকে। আল্লাহ তায়ালা বলেন, ‘তোমরা আমাকে ডাকো, আমি তোমাদের ডাকে সাড়া দেব।’ (সুরা : গাফির, আয়াত : ৬০)	[18, 1415, 368, 1457]
jump-line: (শেষ পৃষ্ঠার পর)	[497, 336, 571, 350]
jump-line: (প্রথম পৃষ্ঠার পর)	[821, 1150, 899, 1164]
paragraph: পরে বিকেলে যমুনার সামনে থেকে সরে গিয়ে তারা শাহবাগে অবস্থান নেন। সেখানে সমাবেশ থেকে আগামী দিনের কর্মসূচি ঘোষণা করা হবে বলে জানানো হয়।	[1032, 342, 1358, 384]
paragraph: লাহোরে খোলা ম্যানহোলে পড়ে শিশুর মৃত্যুর ঘটনার পর এ উদ্যোগ নেওয়া হয় বলে জানিয়েছে স্থানীয় গণমাধ্যম।	[1032, 1145, 1358, 1173]
paragraph: বৈশ্বিক বাণিজ্য ও কৌশলগত অংশীদারত্বের ক্ষেত্রে বিএনপি জানিয়েছে, প্রবাসী বাংলাদেশিদের অধিকার রক্ষায় দূতাবাসগুলোকে আরও কার্যকর করা হবে।	[380, 1468, 688, 1510]
headline-manhole: ম্যানহোলের ঢাকনা চুরি করলে ১০ বছরের কারাদণ্ড	[1052, 990, 1338, 1042]
jump-line: (প্রথম পৃষ্ঠার পর)	[821, 574, 899, 588]
section-title: সৎ সঙ্গ বেছে নেওয়া	[18, 1111, 116, 1126]
paragraph: কোরআন-হাদিসের সহিহ জ্ঞান ঈমান রক্ষার শক্ত ভিত গড়ে তোলে।	[18, 1375, 305, 1389]
divider	[380, 723, 688, 725]
paragraph: খারাপ সঙ্গ মানুষকে ধীরে ধীরে ঈমানহারা করে দেয়। অন্যদিকে নেককার মানুষের সান্নিধ্য ঈমানকে জাগ্রত রাখে। তাই ঈমান রক্ষায় সৎ সঙ্গ বেছে নেওয়া অত্যন্ত জরুরি।	[18, 1163, 368, 1206]
paragraph: ইনকিলাব মঞ্চের নেতা ফাতিমা তাসনিম জুমা বলেন, "আমরা হাদি হত্যার বিচার চাইতে এসেছি। কিন্তু পুলিশ আমাদের ওপর হামলা করেছে। এটা ন্যাক্কারজনক।"	[1032, 219, 1358, 262]
newspaper-page	[18, 18, 1358, 2108]
